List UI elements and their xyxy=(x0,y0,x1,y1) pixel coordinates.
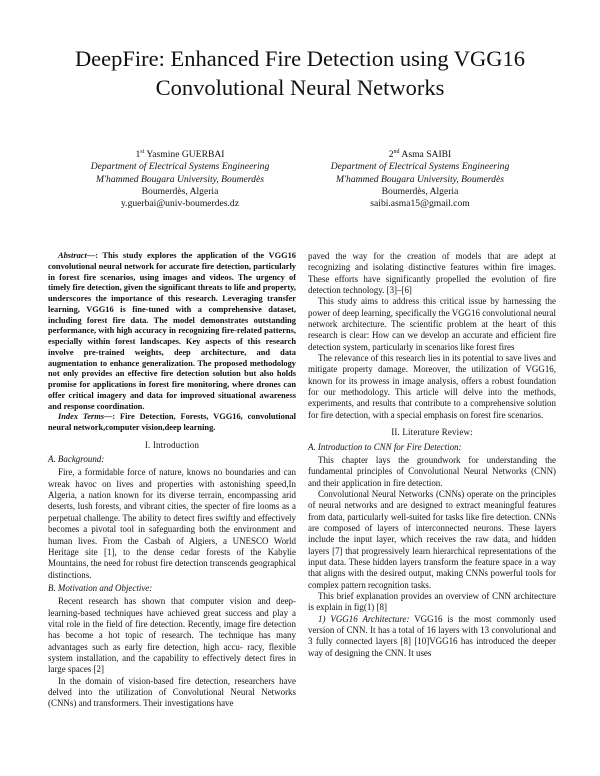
section-heading-literature-review: II. Literature Review: xyxy=(391,427,473,438)
author-location: Boumerdès, Algeria xyxy=(141,185,219,197)
author-block-2 xyxy=(300,146,540,210)
paragraph: This brief explanation provides an overview of CNN architecture is explain in fig(1) [8] xyxy=(308,590,556,613)
paragraph: paved the way for the creation of models that are adept at recognizing and isolating distinctive features within fire images. These efforts have significantly propelled the evolution of fire detection technology. [3]–[6] xyxy=(308,251,556,296)
author-name: 2nd Asma SAIBI xyxy=(388,149,452,161)
abstract xyxy=(48,251,296,412)
abstract-text: —: This study explores the application of the VGG16 convolutional neural network for accurate fire detection, particularly in forest fire scenarios, using images and videos. The urgency of timely fire detection, given the significant threats to life and property, underscores the importance of this research. Leveraging transfer learning, VGG16 is fine-tuned with a comprehensive dataset, including forest fire data. The model demonstrates outstanding performance, with high accuracy in recognizing fire-related patterns, especially within forest landscapes. Key aspects of this research involve pre-trained weights, deep architecture, and data augmentation to enhance generalization. The proposed methodology not only provides an effective fire detection solution but also holds promise for applications in forest fire monitoring, where drones can offer critical imagery and data for improved situational awareness and response coordination. xyxy=(48,251,296,411)
author-location: Boumerdès, Algeria xyxy=(381,185,459,197)
index-terms xyxy=(48,412,296,434)
author-department: Department of Electrical Systems Engineering xyxy=(90,161,270,173)
vgg16-text: VGG16 is the most commonly used version of CNN. It has a total of 16 layers with 13 convolutional and 3 fully connected layers [8] [10]VGG16 has introduced the deeper way of designing the CNN. It uses xyxy=(308,613,557,658)
index-terms-text: —: Fire Detection, Forests, VGG16, convolutional neural network,computer vision,deep learning. xyxy=(48,412,296,432)
subsection-heading-cnn-intro: A. Introduction to CNN for Fire Detection: xyxy=(308,441,462,452)
abstract-label: Abstract xyxy=(58,251,87,260)
author-department: Department of Electrical Systems Engineering xyxy=(330,161,510,173)
paragraph xyxy=(308,614,556,659)
index-terms-label: Index Terms xyxy=(58,412,104,422)
right-column xyxy=(308,251,556,659)
paragraph: This chapter lays the groundwork for understanding the fundamental principles of Convolutional Neural Networks (CNN) and their application in fire detection. xyxy=(308,454,556,488)
paper-title: DeepFire: Enhanced Fire Detection using VGG16 Convolutional Neural Networks xyxy=(74,46,526,100)
paragraph: In the domain of vision-based fire detection, researchers have delved into the utilization of Convolutional Neural Networks (CNNs) and transformers. Their investigations have xyxy=(48,675,296,709)
subsection-heading-motivation: B. Motivation and Objective: xyxy=(48,582,153,593)
subsection-heading-background: A. Background: xyxy=(48,454,105,465)
left-column xyxy=(48,251,296,710)
paragraph: Convolutional Neural Networks (CNNs) operate on the principles of neural networks and are designed to extract meaningful features from data, particularly well-suited for tasks like fire detection. CNNs are composed of layers of interconnected neurons. These layers include the input layer, which receives the raw data, and hidden layers [7] that progressively learn hierarchical representations of the input data. These hidden layers transform the feature space in a way that aligns with the desired output, making CNNs powerful tools for complex pattern recognition tasks. xyxy=(308,488,556,590)
author-name: 1st Yasmine GUERBAI xyxy=(135,149,225,161)
author-university: M'hammed Bougara University, Boumerdès xyxy=(336,173,504,185)
author-email: saibi.asma15@gmail.com xyxy=(370,198,470,209)
paragraph: Recent research has shown that computer vision and deep-learning-based techniques have achieved great success and play a vital role in the field of fire detection. Recently, image fire detection has become a hot topic of research. The technique has many advantages such as early fire detection, high accu- racy, flexible system installation, and the capability to effectively detect fires in large spaces [2] xyxy=(48,596,296,675)
author-university: M'hammed Bougara University, Boumerdès xyxy=(96,173,264,185)
subsubsection-heading-vgg16: 1) VGG16 Architecture: xyxy=(318,613,410,624)
author-email: y.guerbai@univ-boumerdes.dz xyxy=(121,198,239,209)
paragraph: The relevance of this research lies in its potential to save lives and mitigate property damage. Moreover, the utilization of VGG16, known for its prowess in image analysis, offers a robust foundation for our methodology. This article will delve into the methods, experiments, and results that contribute to a comprehensive solution for fire detection, with a special emphasis on forest fire scenarios. xyxy=(308,353,556,420)
paragraph: This study aims to address this critical issue by harnessing the power of deep learning, specifically the VGG16 convolutional neural network architecture. The scientific problem at the heart of this research is clear: How can we develop an accurate and efficient fire detection system, particularly in scenarios like forest fires xyxy=(308,296,556,352)
author-block-1 xyxy=(60,146,300,210)
paragraph: Fire, a formidable force of nature, knows no boundaries and can wreak havoc on lives and properties with astonishing speed,In Algeria, a nation known for its diverse terrain, encompassing arid deserts, lush forests, and vibrant cities, the specter of fire looms as a perpetual challenge. The ability to detect fires swiftly and effectively becomes a pivotal tool in safeguarding both the environment and human lives. From the Casbah of Algiers, a UNESCO World Heritage site [1], to the dense cedar forests of the Kabylie Mountains, the need for robust fire detection transcends geographical distinctions. xyxy=(48,467,296,580)
section-heading-introduction: I. Introduction xyxy=(144,439,200,450)
